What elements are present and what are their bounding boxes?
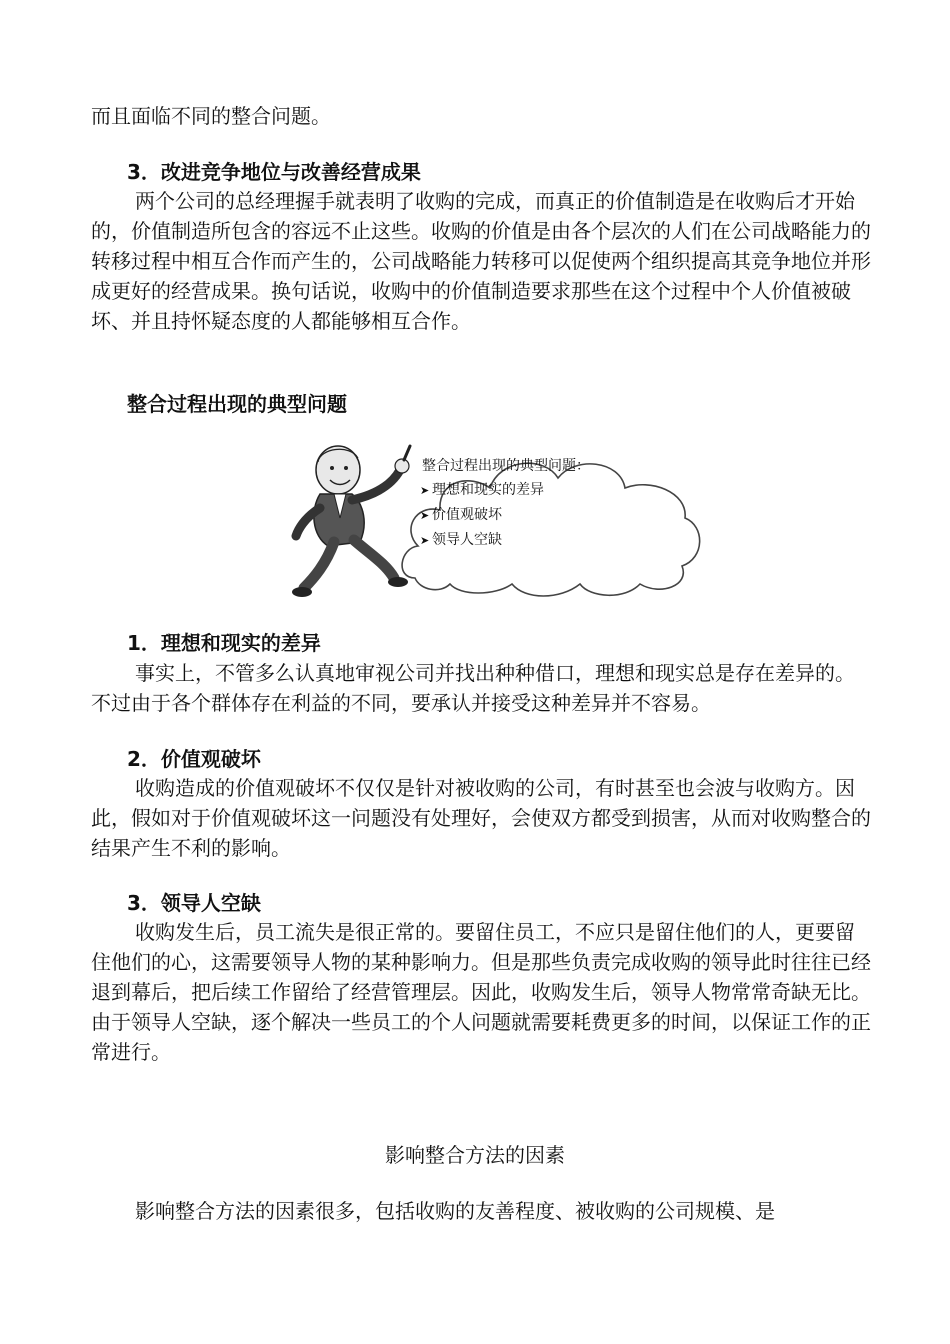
figure-bullet-2: ➤ 价值观破坏	[420, 503, 502, 528]
figure-bullet-1: ➤ 理想和现实的差异	[420, 478, 544, 503]
issues-heading: 整合过程出现的典型问题	[127, 392, 347, 416]
factors-paragraph: 影响整合方法的因素很多，包括收购的友善程度、被收购的公司规模、是	[135, 1199, 775, 1223]
typical-issues-figure	[290, 418, 710, 600]
item2-paragraph: 收购造成的价值观破坏不仅仅是针对被收购的公司，有时甚至也会波与收购方。因此，假如对于价值观破坏这一问题没有处理好，会使双方都受到损害，从而对收购整合的结果产生不利的影响。	[91, 776, 871, 860]
item3-paragraph: 收购发生后，员工流失是很正常的。要留住员工，不应只是留住他们的人，更要留住他们的心，这需要领导人物的某种影响力。但是那些负责完成收购的领导此时往往已经退到幕后，把后续工作留给了经营管理层。因此，收购发生后，领导人物常常奇缺无比。由于领导人空缺，逐个解决一些员工的个人问题就需要耗费更多的时间，以保证工作的正常进行。	[91, 920, 871, 1064]
arrow-bullet-icon: ➤	[420, 509, 430, 522]
intro-tail-text: 而且面临不同的整合问题。	[91, 104, 331, 128]
item3-heading: 3．领导人空缺	[127, 891, 261, 915]
section3-paragraph: 两个公司的总经理握手就表明了收购的完成，而真正的价值制造是在收购后才开始的，价值制造所包含的容远不止这些。收购的价值是由各个层次的人们在公司战略能力的转移过程中相互合作而产生的，公司战略能力转移可以促使两个组织提高其竞争地位并形成更好的经营成果。换句话说，收购中的价值制造要求那些在这个过程中个人价值被破坏、并且持怀疑态度的人都能够相互合作。	[91, 189, 871, 333]
section3-heading: 3．改进竞争地位与改善经营成果	[127, 160, 421, 184]
arrow-bullet-icon: ➤	[420, 484, 430, 497]
factors-title: 影响整合方法的因素	[385, 1143, 565, 1167]
arrow-bullet-icon: ➤	[420, 534, 430, 547]
item1-paragraph: 事实上，不管多么认真地审视公司并找出种种借口，理想和现实总是存在差异的。不过由于各个群体存在利益的不同，要承认并接受这种差异并不容易。	[91, 661, 855, 715]
item1-heading: 1．理想和现实的差异	[127, 631, 321, 655]
figure-bullet-3: ➤ 领导人空缺	[420, 528, 502, 553]
figure-caption: 整合过程出现的典型问题：	[422, 458, 590, 474]
item2-heading: 2．价值观破坏	[127, 747, 261, 771]
